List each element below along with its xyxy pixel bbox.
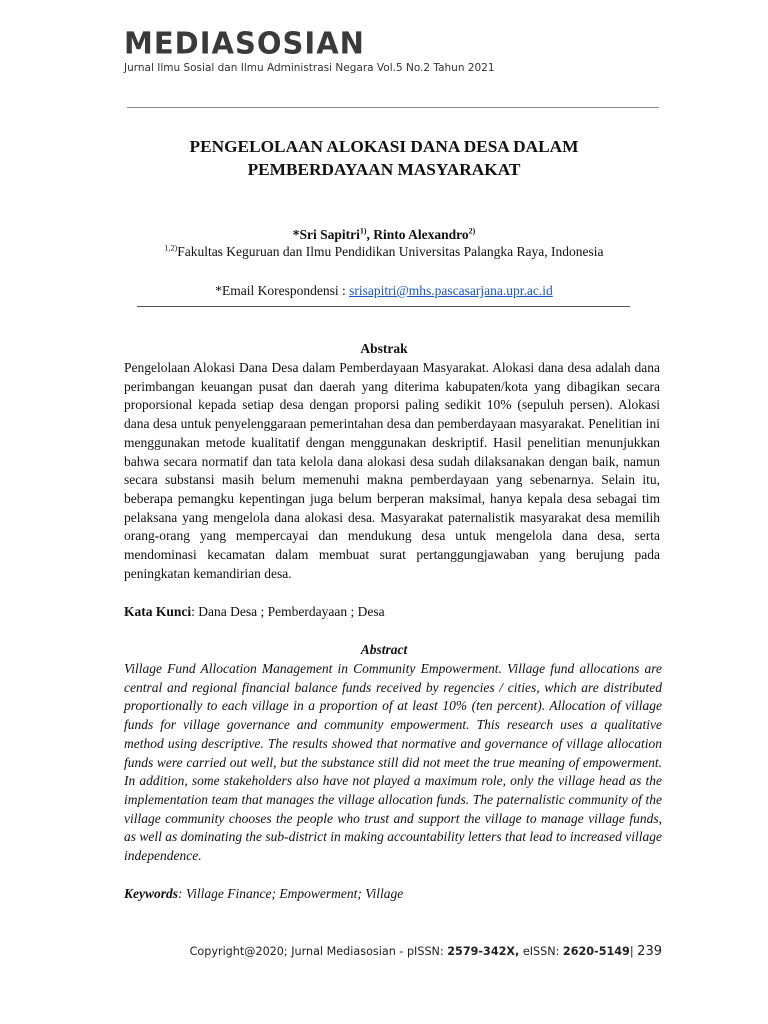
- kata-kunci-values: : Dana Desa ; Pemberdayaan ; Desa: [191, 604, 385, 619]
- keywords-values: : Village Finance; Empowerment; Village: [178, 886, 404, 901]
- email-link[interactable]: srisapitri@mhs.pascasarjana.upr.ac.id: [349, 283, 553, 298]
- email-label: *Email Korespondensi :: [215, 283, 350, 298]
- author-list: [100, 227, 668, 243]
- abstract-heading: Abstract: [360, 642, 408, 657]
- footer-copyright: Copyright@2020; Jurnal Mediasosian - pISSN:: [189, 945, 448, 958]
- kata-kunci: [124, 604, 385, 620]
- abstract-body: Village Fund Allocation Management in Community Empowerment. Village fund allocations are central and regional financial balance funds received by regencies / cities, which are distributed proportionally to each village in a proportion of at least 10% (ten percent). Allocation of village funds for village governance and community empowerment. This research uses a qualitative method using descriptive. The results showed that normative and governance of village allocation funds were carried out well, but the substance still did not meet the true meaning of empowerment. In addition, some stakeholders also have not played a maximum role, only the village head as the implementation team that manages the village allocation funds. The paternalistic community of the village community chooses the people who trust and support the village to manage village funds, as well as dominating the sub-district in making accountability letters that lead to increased village independence.: [124, 661, 662, 864]
- page-footer: [190, 944, 662, 959]
- author-2-sup: 2): [468, 226, 476, 236]
- journal-subtitle: Jurnal Ilmu Sosial dan Ilmu Administrasi Negara Vol.5 No.2 Tahun 2021: [124, 62, 495, 74]
- footer-eissn-label: eISSN:: [519, 945, 563, 958]
- abstrak-body: Pengelolaan Alokasi Dana Desa dalam Pemberdayaan Masyarakat. Alokasi dana desa adalah dana perimbangan keuangan pusat dan daerah yang diterima kabupaten/kota yang dibagikan secara proporsional kepada setiap desa dengan proporsi paling sedikit 10% (sepuluh persen). Alokasi dana desa untuk penyelenggaraan pemerintahan desa dan pemberdayaan masyarakat. Penelitian ini menggunakan metode kualitatif dengan menggunakan deskriptif. Hasil penelitian menunjukkan bahwa secara normatif dan tata kelola dana alokasi desa sudah dilaksanakan dengan baik, namun secara substansi masih belum memenuhi makna pemberdayaan yang sebenarnya. Selain itu, beberapa pemangku kepentingan juga belum berperan maksimal, hanya kepala desa sebagai tim pelaksana yang mengelola dana alokasi desa. Masyarakat paternalistik masyarakat desa memilih orang-orang yang mempercayai dan mendukung desa untuk mengelola dana desa, serta mendominasi kecamatan dalam membuat surat pertanggungjawaban yang berujung pada peningkatan kemandirian desa.: [124, 360, 660, 581]
- affiliation: [100, 244, 668, 260]
- footer-eissn: 2620-5149: [562, 945, 630, 958]
- author-separator: ,: [366, 227, 374, 242]
- affiliation-sup: 1,2): [164, 243, 178, 253]
- abstrak-heading: Abstrak: [360, 341, 408, 356]
- page-number: 239: [637, 944, 662, 959]
- keywords: [124, 886, 403, 902]
- affiliation-text: Fakultas Keguruan dan Ilmu Pendidikan Universitas Palangka Raya, Indonesia: [177, 244, 604, 259]
- footer-pissn: 2579-342X,: [447, 945, 520, 958]
- keywords-label: Keywords: [124, 886, 178, 901]
- journal-logo: MEDIASOSIAN: [124, 25, 365, 61]
- kata-kunci-label: Kata Kunci: [124, 604, 192, 619]
- author-2: Rinto Alexandro: [373, 227, 469, 242]
- footer-separator: |: [629, 945, 638, 958]
- author-1-sup: 1): [359, 226, 367, 236]
- author-divider: [137, 306, 630, 307]
- paper-title: [100, 135, 668, 181]
- correspondence-email: [100, 283, 668, 299]
- title-line-2: PEMBERDAYAAN MASYARAKAT: [247, 160, 521, 179]
- author-1: *Sri Sapitri: [292, 227, 360, 242]
- header-divider: [127, 107, 659, 108]
- title-line-1: PENGELOLAAN ALOKASI DANA DESA DALAM: [189, 137, 579, 156]
